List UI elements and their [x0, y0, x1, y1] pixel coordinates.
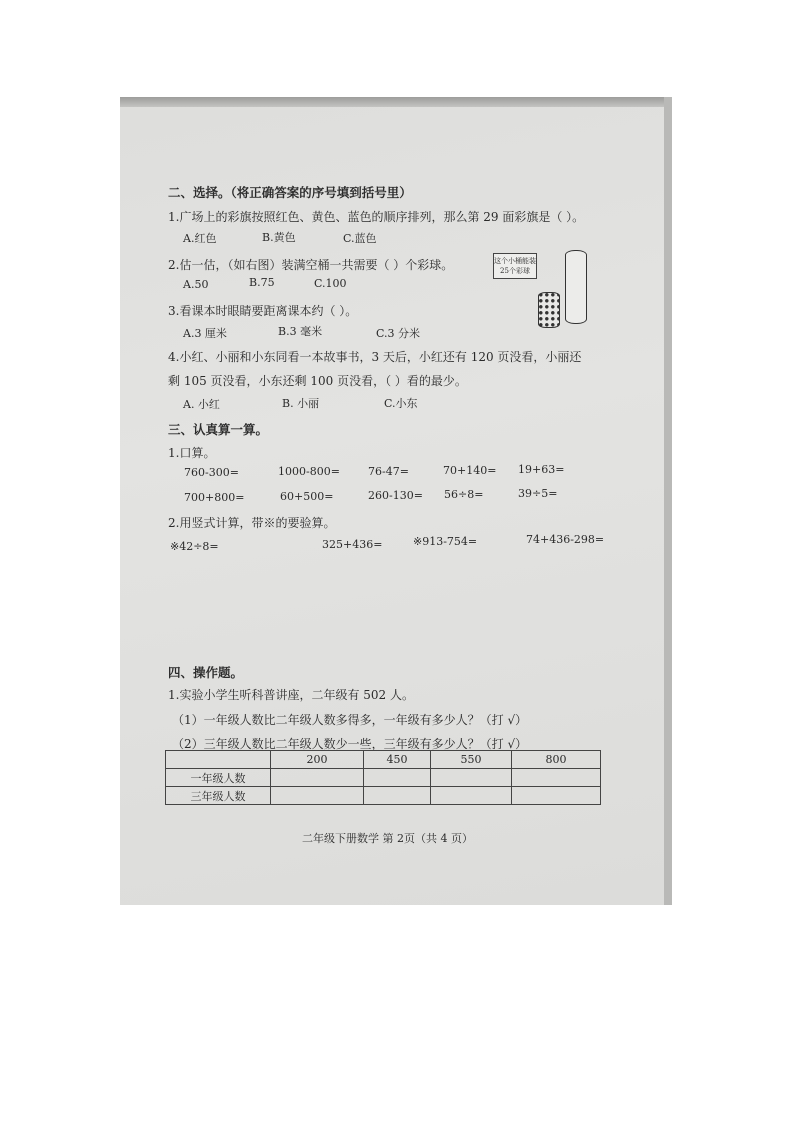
calc-item: 260-130=	[368, 489, 423, 502]
table-header: 200	[271, 751, 364, 769]
operation-question: 1.实验小学生听科普讲座，二年级有 502 人。	[168, 688, 414, 702]
speech-bubble: 这个小桶能装25个彩球	[493, 253, 537, 279]
paper-edge	[664, 97, 672, 905]
q1-option-a: A.红色	[183, 232, 217, 245]
q3-option-b: B.3 毫米	[278, 325, 323, 338]
table-header: 800	[512, 751, 601, 769]
checkbox-cell[interactable]	[271, 769, 364, 787]
q1-option-b: B.黄色	[262, 231, 296, 244]
operation-subquestion-2: （2）三年级人数比二年级人数少一些，三年级有多少人？（打 √）	[172, 737, 528, 751]
question-1: 1.广场上的彩旗按照红色、黄色、蓝色的顺序排列，那么第 29 面彩旗是（ ）。	[168, 210, 585, 224]
operation-subquestion-1: （1）一年级人数比二年级人数多得多，一年级有多少人？（打 √）	[172, 713, 528, 727]
section4-title: 四、操作题。	[168, 665, 244, 680]
vertical-calc-item: ※913-754=	[413, 535, 478, 548]
q2-option-c: C.100	[314, 277, 347, 290]
vertical-calc-item: 74+436-298=	[526, 533, 605, 546]
q2-option-a: A.50	[183, 278, 209, 291]
mental-math-heading: 1.口算。	[168, 446, 216, 460]
row-label: 三年级人数	[166, 787, 271, 805]
q3-option-a: A.3 厘米	[183, 327, 227, 340]
calc-item: 700+800=	[184, 491, 245, 504]
section2-title: 二、选择。（将正确答案的序号填到括号里）	[168, 185, 412, 200]
table-header: 450	[364, 751, 431, 769]
checkbox-cell[interactable]	[364, 769, 431, 787]
q4-option-a: A. 小红	[183, 398, 220, 411]
table-row	[166, 769, 601, 787]
calc-item: 60+500=	[280, 490, 334, 503]
calc-item: 39÷5=	[518, 487, 558, 500]
calc-item: 70+140=	[443, 464, 497, 477]
row-label: 一年级人数	[166, 769, 271, 787]
table-header-row	[166, 751, 601, 769]
question-4-line2: 剩 105 页没看，小东还剩 100 页没看，（ ）看的最少。	[168, 374, 467, 388]
question-2: 2.估一估，（如右图）装满空桶一共需要（ ）个彩球。	[168, 258, 454, 272]
table-row	[166, 787, 601, 805]
calc-item: 56÷8=	[444, 488, 484, 501]
q4-option-b: B. 小丽	[282, 397, 320, 410]
calc-item: 760-300=	[184, 466, 239, 479]
checkbox-cell[interactable]	[431, 787, 512, 805]
calc-item: 76-47=	[368, 465, 409, 478]
checkbox-cell[interactable]	[431, 769, 512, 787]
section3-title: 三、认真算一算。	[168, 422, 269, 437]
vertical-calc-item: ※42÷8=	[170, 540, 219, 553]
table-header: 550	[431, 751, 512, 769]
checkbox-cell[interactable]	[512, 787, 601, 805]
checkbox-cell[interactable]	[271, 787, 364, 805]
question-4-line1: 4.小红、小丽和小东同看一本故事书，3 天后，小红还有 120 页没看，小丽还	[168, 350, 582, 364]
answer-table	[165, 750, 601, 805]
checkbox-cell[interactable]	[364, 787, 431, 805]
calc-item: 1000-800=	[278, 465, 340, 478]
q1-option-c: C.蓝色	[343, 232, 377, 245]
calc-item: 19+63=	[518, 463, 565, 476]
vertical-calc-heading: 2.用竖式计算，带※的要验算。	[168, 516, 336, 530]
empty-bucket-drawing	[565, 250, 587, 324]
q2-option-b: B.75	[249, 276, 275, 289]
question-3: 3.看课本时眼睛要距离课本约（ ）。	[168, 304, 358, 318]
checkbox-cell[interactable]	[512, 769, 601, 787]
table-corner-cell	[166, 751, 271, 769]
q4-option-c: C.小东	[384, 397, 418, 410]
q3-option-c: C.3 分米	[376, 327, 421, 340]
vertical-calc-item: 325+436=	[322, 538, 383, 551]
small-bucket-drawing	[538, 292, 560, 328]
page-footer: 二年级下册数学 第 2页（共 4 页）	[302, 832, 473, 845]
